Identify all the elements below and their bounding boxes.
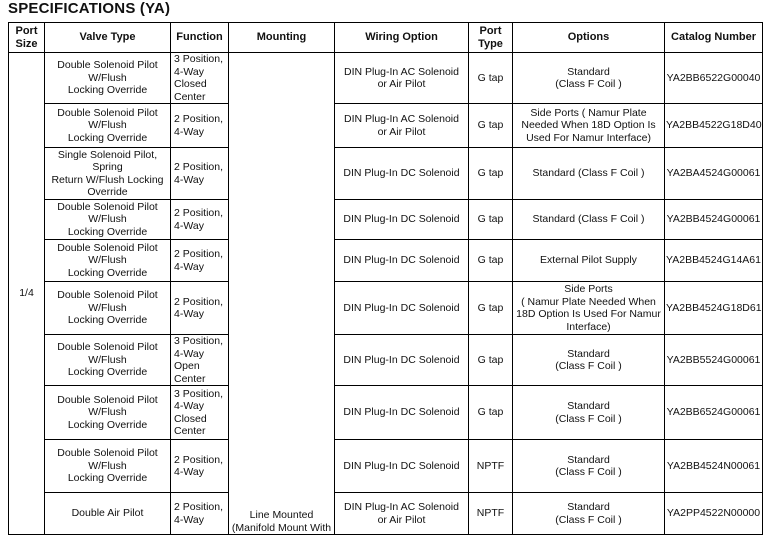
port-type-cell: G tap <box>469 386 513 440</box>
table-row <box>9 240 763 282</box>
wiring-option-cell: DIN Plug-In DC Solenoid <box>335 200 469 240</box>
valve-type-cell: Double Solenoid Pilot W/Flush Locking Override <box>45 440 171 493</box>
valve-type-cell: Double Solenoid Pilot W/Flush Locking Override <box>45 282 171 335</box>
catalog-number-cell: YA2PP4522N00000 <box>665 493 763 535</box>
catalog-number-cell: YA2BB4524N00061 <box>665 440 763 493</box>
wiring-option-cell: DIN Plug-In DC Solenoid <box>335 386 469 440</box>
column-header-function: Function <box>171 23 229 53</box>
table-row <box>9 440 763 493</box>
function-cell: 2 Position, 4-Way <box>171 440 229 493</box>
function-cell: 2 Position, 4-Way <box>171 240 229 282</box>
port-type-cell: G tap <box>469 335 513 386</box>
port-type-cell: G tap <box>469 240 513 282</box>
wiring-option-cell: DIN Plug-In AC Solenoid or Air Pilot <box>335 53 469 104</box>
valve-type-cell: Double Solenoid Pilot W/Flush Locking Override <box>45 200 171 240</box>
valve-type-cell: Double Solenoid Pilot W/Flush Locking Override <box>45 240 171 282</box>
catalog-number-cell: YA2BB5524G00061 <box>665 335 763 386</box>
wiring-option-cell: DIN Plug-In DC Solenoid <box>335 440 469 493</box>
wiring-option-cell: DIN Plug-In DC Solenoid <box>335 335 469 386</box>
catalog-number-cell: YA2BB6524G00061 <box>665 386 763 440</box>
options-cell: Side Ports ( Namur Plate Needed When 18D Option Is Used For Namur Interface) <box>513 104 665 148</box>
header-row <box>9 23 763 53</box>
port-size-cell: 1/4 <box>9 53 45 535</box>
port-type-cell: NPTF <box>469 440 513 493</box>
table-row <box>9 104 763 148</box>
wiring-option-cell: DIN Plug-In DC Solenoid <box>335 148 469 200</box>
options-cell: Standard (Class F Coil ) <box>513 200 665 240</box>
catalog-number-cell: YA2BB4524G18D61 <box>665 282 763 335</box>
options-cell: Standard (Class F Coil ) <box>513 335 665 386</box>
page-title: SPECIFICATIONS (YA) <box>8 0 171 17</box>
wiring-option-cell: DIN Plug-In AC Solenoid or Air Pilot <box>335 493 469 535</box>
port-type-cell: G tap <box>469 104 513 148</box>
table-row <box>9 335 763 386</box>
column-header-catalog-number: Catalog Number <box>665 23 763 53</box>
column-header-port-type: Port Type <box>469 23 513 53</box>
column-header-mounting: Mounting <box>229 23 335 53</box>
column-header-port-size: Port Size <box>9 23 45 53</box>
function-cell: 2 Position, 4-Way <box>171 104 229 148</box>
catalog-number-cell: YA2BB4522G18D40 <box>665 104 763 148</box>
port-type-cell: G tap <box>469 53 513 104</box>
column-header-options: Options <box>513 23 665 53</box>
table-row <box>9 148 763 200</box>
column-header-valve-type: Valve Type <box>45 23 171 53</box>
port-type-cell: NPTF <box>469 493 513 535</box>
options-cell: Standard (Class F Coil ) <box>513 148 665 200</box>
wiring-option-cell: DIN Plug-In AC Solenoid or Air Pilot <box>335 104 469 148</box>
catalog-number-cell: YA2BB6522G00040 <box>665 53 763 104</box>
table-body <box>9 53 763 535</box>
table-row <box>9 282 763 335</box>
valve-type-cell: Double Solenoid Pilot W/Flush Locking Override <box>45 335 171 386</box>
function-cell: 2 Position, 4-Way <box>171 282 229 335</box>
column-header-wiring-option: Wiring Option <box>335 23 469 53</box>
wiring-option-cell: DIN Plug-In DC Solenoid <box>335 282 469 335</box>
valve-type-cell: Double Solenoid Pilot W/Flush Locking Override <box>45 386 171 440</box>
table-row <box>9 493 763 535</box>
mounting-cell: Line Mounted (Manifold Mount With <box>229 53 335 535</box>
function-cell: 3 Position, 4-Way Closed Center <box>171 386 229 440</box>
function-cell: 3 Position, 4-Way Open Center <box>171 335 229 386</box>
function-cell: 3 Position, 4-Way Closed Center <box>171 53 229 104</box>
valve-type-cell: Double Solenoid Pilot W/Flush Locking Override <box>45 53 171 104</box>
options-cell: External Pilot Supply <box>513 240 665 282</box>
port-type-cell: G tap <box>469 282 513 335</box>
options-cell: Standard (Class F Coil ) <box>513 493 665 535</box>
catalog-number-cell: YA2BA4524G00061 <box>665 148 763 200</box>
function-cell: 2 Position, 4-Way <box>171 493 229 535</box>
wiring-option-cell: DIN Plug-In DC Solenoid <box>335 240 469 282</box>
port-type-cell: G tap <box>469 200 513 240</box>
catalog-number-cell: YA2BB4524G14A61 <box>665 240 763 282</box>
table-row <box>9 386 763 440</box>
catalog-number-cell: YA2BB4524G00061 <box>665 200 763 240</box>
function-cell: 2 Position, 4-Way <box>171 148 229 200</box>
options-cell: Standard (Class F Coil ) <box>513 386 665 440</box>
specifications-table <box>8 22 763 535</box>
options-cell: Side Ports ( Namur Plate Needed When 18D Option Is Used For Namur Interface) <box>513 282 665 335</box>
options-cell: Standard (Class F Coil ) <box>513 440 665 493</box>
valve-type-cell: Double Solenoid Pilot W/Flush Locking Override <box>45 104 171 148</box>
table-row <box>9 200 763 240</box>
table-row <box>9 53 763 104</box>
valve-type-cell: Double Air Pilot <box>45 493 171 535</box>
port-type-cell: G tap <box>469 148 513 200</box>
options-cell: Standard (Class F Coil ) <box>513 53 665 104</box>
valve-type-cell: Single Solenoid Pilot, Spring Return W/Flush Locking Override <box>45 148 171 200</box>
function-cell: 2 Position, 4-Way <box>171 200 229 240</box>
